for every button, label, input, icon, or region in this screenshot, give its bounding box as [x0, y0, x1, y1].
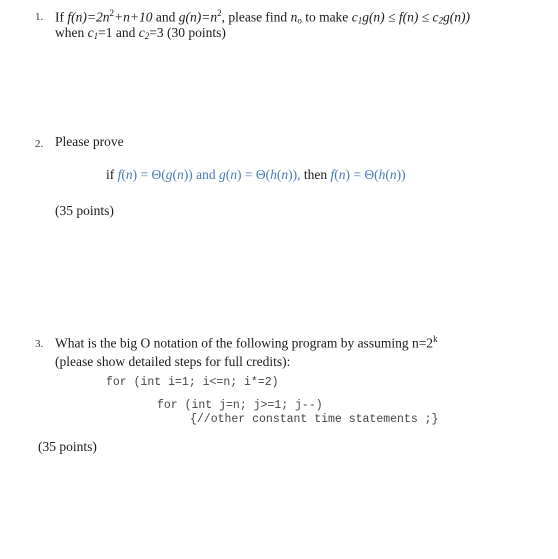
q1-when-c1: c [87, 25, 94, 40]
q2-paren5: ( [334, 167, 339, 182]
q2-n1: n [125, 167, 133, 182]
q2-statement [106, 167, 406, 183]
q1-c1-sub: 1 [357, 15, 363, 26]
q1-find: , please find [221, 9, 291, 25]
q2-f2: f [330, 167, 335, 182]
q1-c1: c [351, 9, 358, 25]
q1-when-c1-val: =1 and [98, 25, 139, 40]
q2-eq3: ) = Θ( [345, 167, 379, 182]
q2-and: )) and [183, 167, 219, 182]
q2-paren2: ( [172, 167, 177, 182]
q1-c2-sub: 2 [438, 15, 444, 26]
q2-n2: n [177, 167, 184, 182]
q2-h2: h [378, 167, 386, 182]
q2-paren4: ( [276, 167, 282, 182]
q2-h1: h [270, 167, 277, 182]
q1-when: when [55, 25, 88, 40]
q2-eq2: ) = Θ( [236, 167, 271, 182]
q3-line2: (please show detailed steps for full credits): [55, 354, 291, 369]
q1-sq2: 2 [217, 8, 222, 18]
q2-paren1: ( [121, 167, 126, 182]
q2-close1: )), [288, 167, 304, 182]
q2-f1: f [117, 167, 122, 182]
q3-line1-text: What is the big O notation of the following program by assuming n=2 [55, 335, 434, 351]
q1-g-def: g(n)=n [178, 9, 218, 25]
q2-points: (35 points) [55, 203, 114, 218]
q2-then: then [303, 167, 331, 182]
q2-paren6: ( [385, 167, 390, 182]
q1-when-c2: c [138, 25, 145, 40]
q3-code-line3: {//other constant time statements ;} [190, 413, 439, 426]
q3-points: (35 points) [38, 439, 97, 454]
q3-line1 [55, 334, 438, 352]
q3-code-line2: for (int j=n; j>=1; j--) [157, 399, 323, 412]
q2-g2: g [218, 167, 226, 182]
q2-paren3: ( [225, 167, 231, 182]
q1-when-c2-sub: 2 [144, 31, 150, 41]
q2-close2: )) [396, 167, 406, 182]
q2-number: 2. [35, 138, 44, 150]
q1-fn: f(n) [398, 9, 419, 25]
q1-when-c2-val: =3 (30 points) [149, 25, 226, 40]
q3-code-line1: for (int i=1; i<=n; i*=2) [106, 376, 279, 389]
q1-n0-sub: o [297, 15, 302, 26]
q3-line1-sup: k [433, 334, 438, 344]
q1-line1 [55, 8, 470, 26]
q2-prompt: Please prove [55, 134, 124, 149]
q1-g1: g(n) [362, 9, 385, 25]
q1-and: and [152, 9, 179, 25]
q1-f-rest: +n+10 [113, 9, 153, 25]
q2-eq1: ) = Θ( [132, 167, 166, 182]
q1-sq1: 2 [109, 8, 114, 18]
q1-c2: c [432, 9, 439, 25]
q3-number: 3. [35, 338, 44, 350]
q2-if: if [106, 167, 118, 182]
q1-line2 [55, 25, 226, 41]
q2-n6: n [389, 167, 397, 182]
q1-le1: ≤ [384, 9, 399, 25]
q1-g2: g(n)) [443, 9, 471, 25]
q2-g1: g [165, 167, 173, 182]
q1-number: 1. [35, 11, 44, 23]
q2-n3: n [230, 167, 237, 182]
q1-tomake: to make [301, 9, 352, 25]
q1-n0: n [290, 9, 298, 25]
q2-n4: n [281, 167, 289, 182]
q1-le2: ≤ [418, 9, 433, 25]
q1-if: If [55, 9, 68, 25]
q1-f-def: f(n)=2n [67, 9, 110, 25]
q2-n5: n [338, 167, 346, 182]
q1-when-c1-sub: 1 [93, 31, 99, 41]
